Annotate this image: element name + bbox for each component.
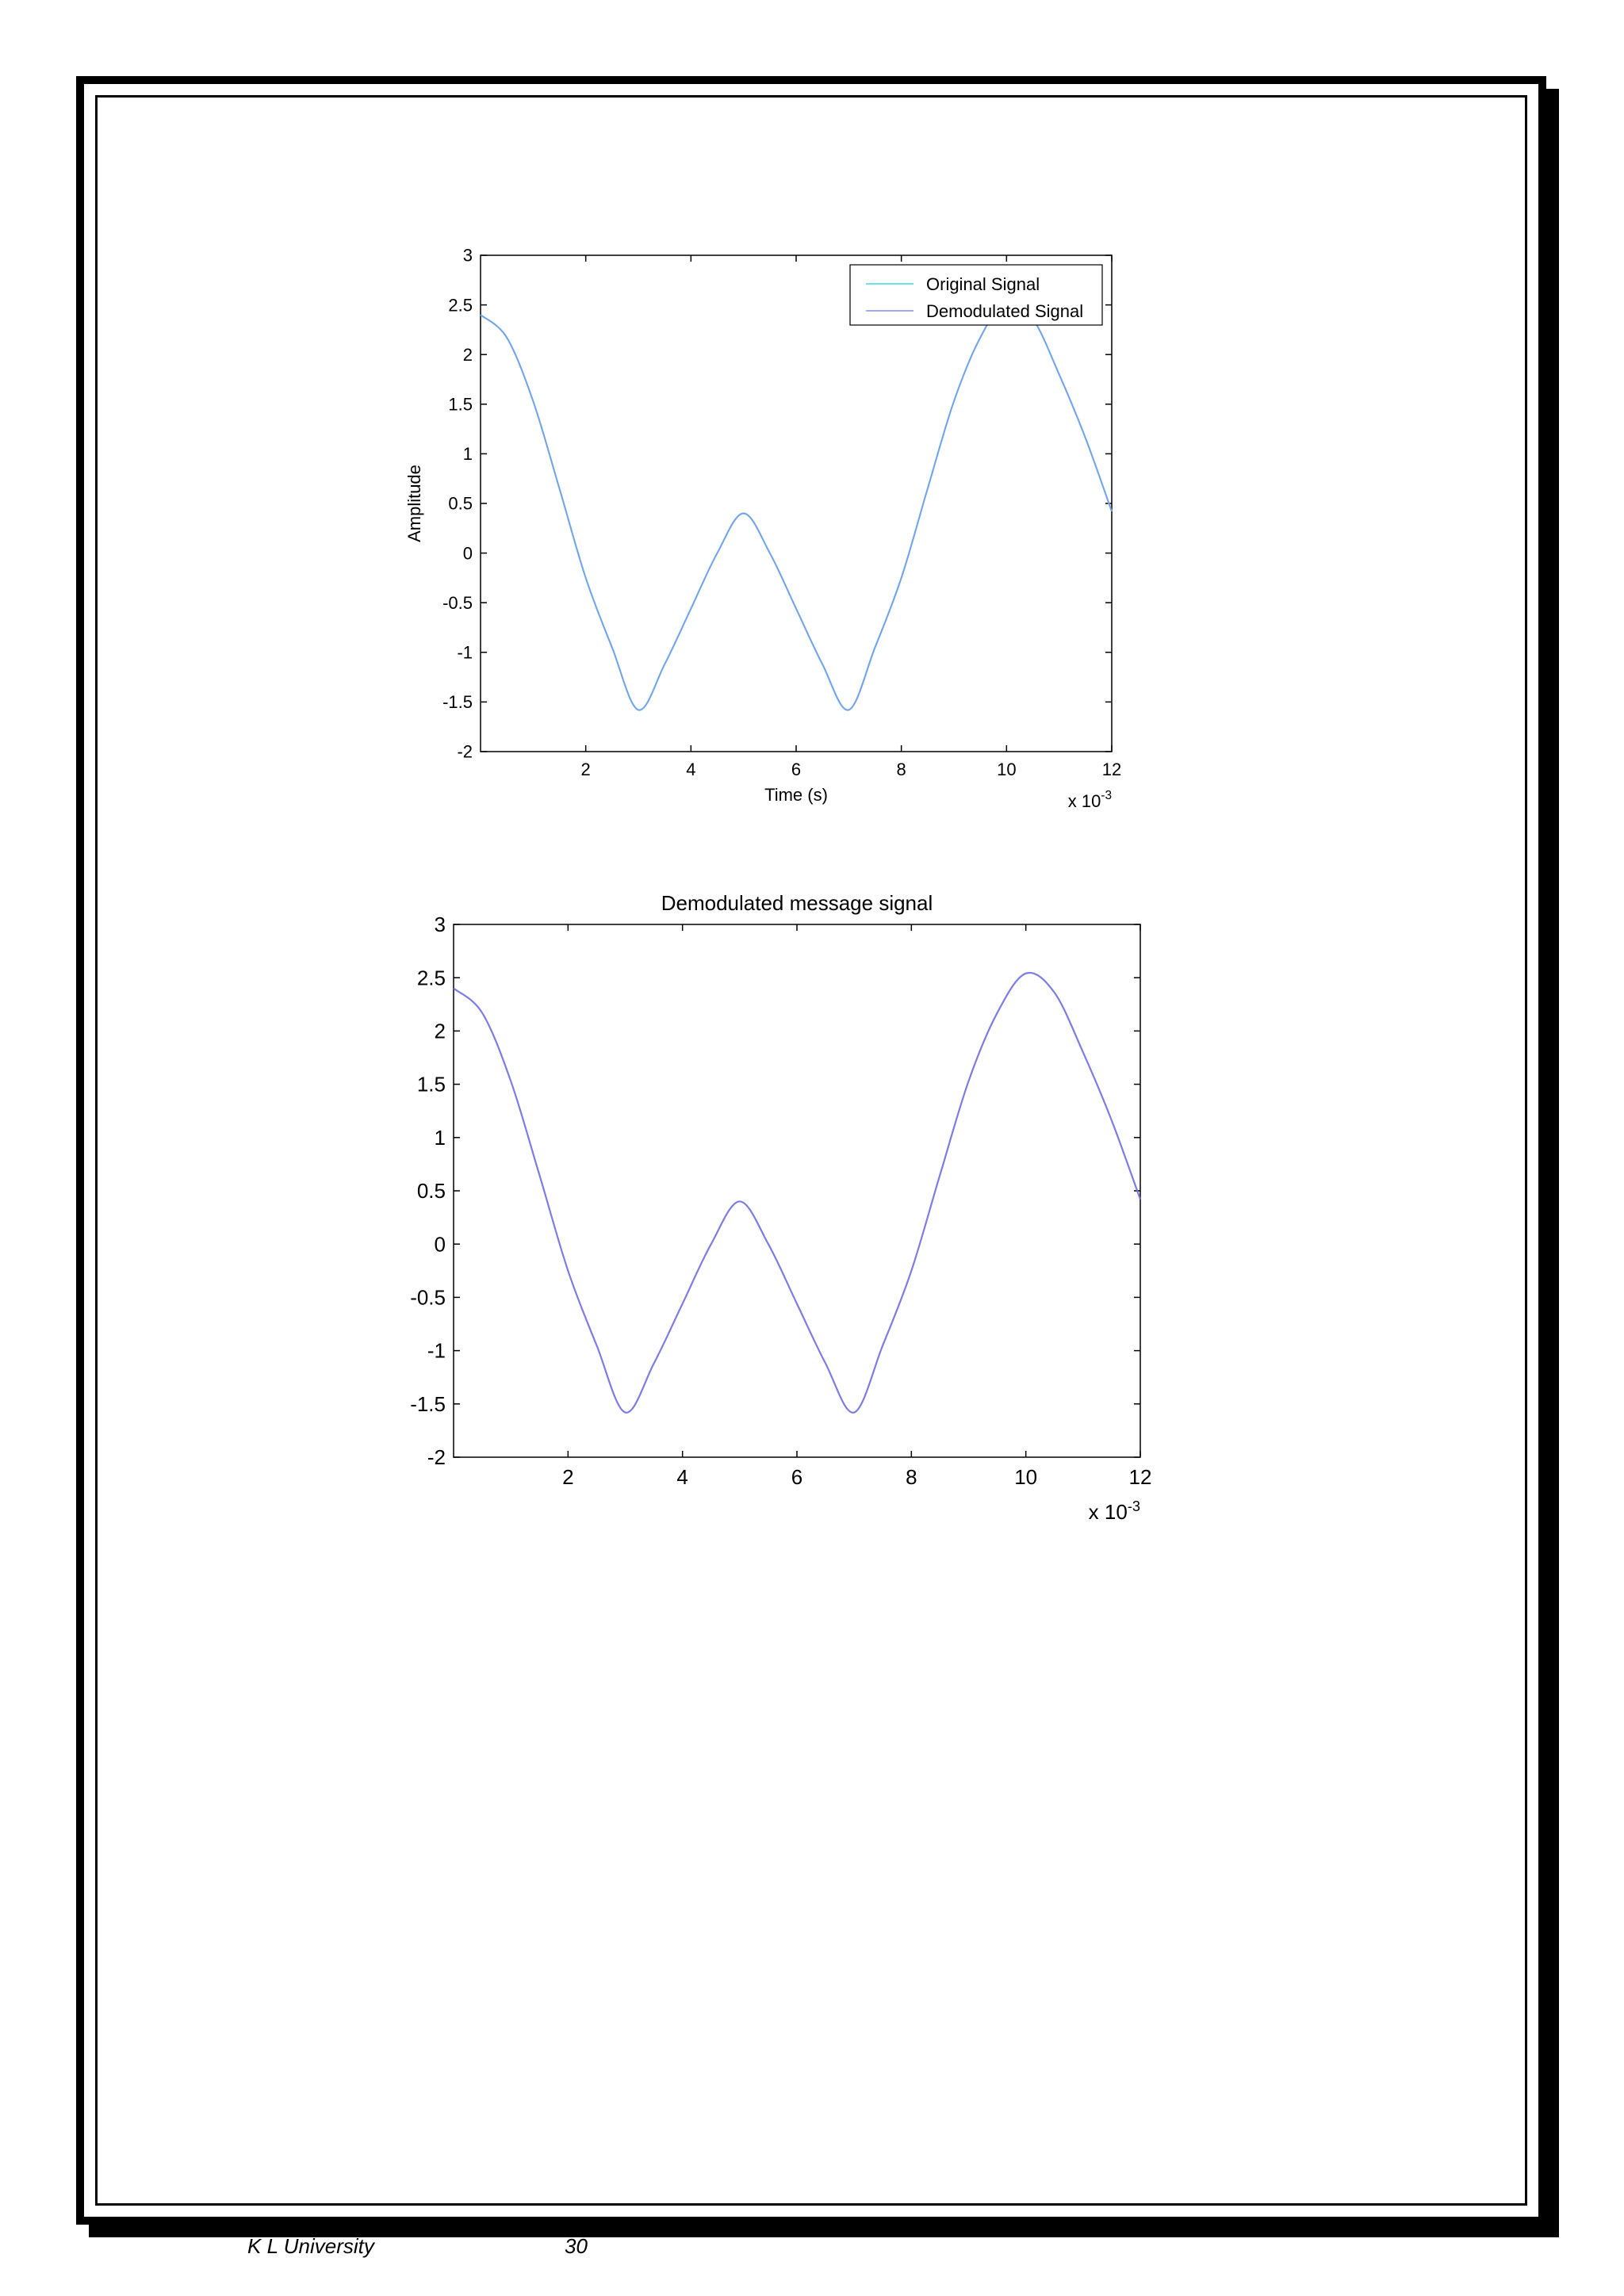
plot-area [481, 255, 1112, 752]
x-tick-label: 6 [791, 760, 802, 779]
y-tick-label: -2 [427, 1445, 446, 1470]
legend [850, 265, 1102, 325]
y-tick-label: -0.5 [442, 592, 473, 613]
x-tick-label: 8 [896, 760, 906, 779]
footer-page-number: 30 [565, 2234, 588, 2258]
y-tick-label: 0 [434, 1232, 446, 1257]
x-tick-label: 6 [791, 1465, 803, 1489]
y-tick-label: 2 [434, 1019, 446, 1043]
y-axis-label: Amplitude [404, 465, 424, 542]
chart-2 [410, 891, 1151, 1524]
x-tick-label: 4 [686, 760, 696, 779]
x-axis-multiplier-exponent: -3 [1127, 1498, 1140, 1514]
y-tick-label: 2.5 [416, 966, 446, 990]
chart-title: Demodulated message signal [661, 891, 933, 915]
legend-entry-1: Original Signal [926, 274, 1040, 294]
y-tick-label: 1 [434, 1125, 446, 1150]
x-tick-label: 12 [1128, 1465, 1152, 1489]
y-tick-label: -0.5 [410, 1285, 446, 1310]
y-tick-label: -1.5 [442, 692, 473, 713]
y-tick-label: 3 [434, 913, 446, 937]
x-axis-multiplier: x $10^{-3}$ [1067, 789, 1112, 811]
y-tick-label: 0.5 [416, 1179, 446, 1203]
x-tick-label: 12 [1101, 760, 1122, 779]
x-tick-label: 10 [1014, 1465, 1038, 1489]
chart-1 [404, 246, 1121, 811]
y-tick-label: 0 [462, 543, 473, 564]
x-tick-label: 8 [906, 1465, 917, 1489]
y-tick-label: -2 [457, 741, 473, 762]
plot-area [454, 924, 1140, 1457]
y-tick-label: -1 [457, 642, 473, 663]
y-tick-label: 0.5 [448, 493, 473, 514]
y-tick-label: 1.5 [416, 1072, 446, 1096]
x-tick-label: 10 [997, 760, 1017, 779]
y-tick-label: -1 [427, 1338, 446, 1363]
legend-entry-2: Demodulated Signal [926, 301, 1084, 321]
y-tick-label: -1.5 [410, 1391, 446, 1416]
y-tick-label: 2.5 [448, 295, 473, 316]
x-axis-multiplier: x $10^{-3}$ [1088, 1498, 1140, 1524]
y-tick-label: 2 [462, 344, 473, 365]
footer-institution: K L University [247, 2234, 374, 2258]
y-tick-label: 1.5 [448, 394, 473, 415]
x-tick-label: 2 [580, 760, 591, 779]
x-axis-multiplier-exponent: -3 [1101, 789, 1112, 802]
x-tick-label: 4 [676, 1465, 688, 1489]
y-tick-label: 3 [462, 245, 473, 266]
y-tick-label: 1 [462, 444, 473, 465]
x-tick-label: 2 [562, 1465, 574, 1489]
x-axis-label: Time (s) [764, 785, 828, 805]
